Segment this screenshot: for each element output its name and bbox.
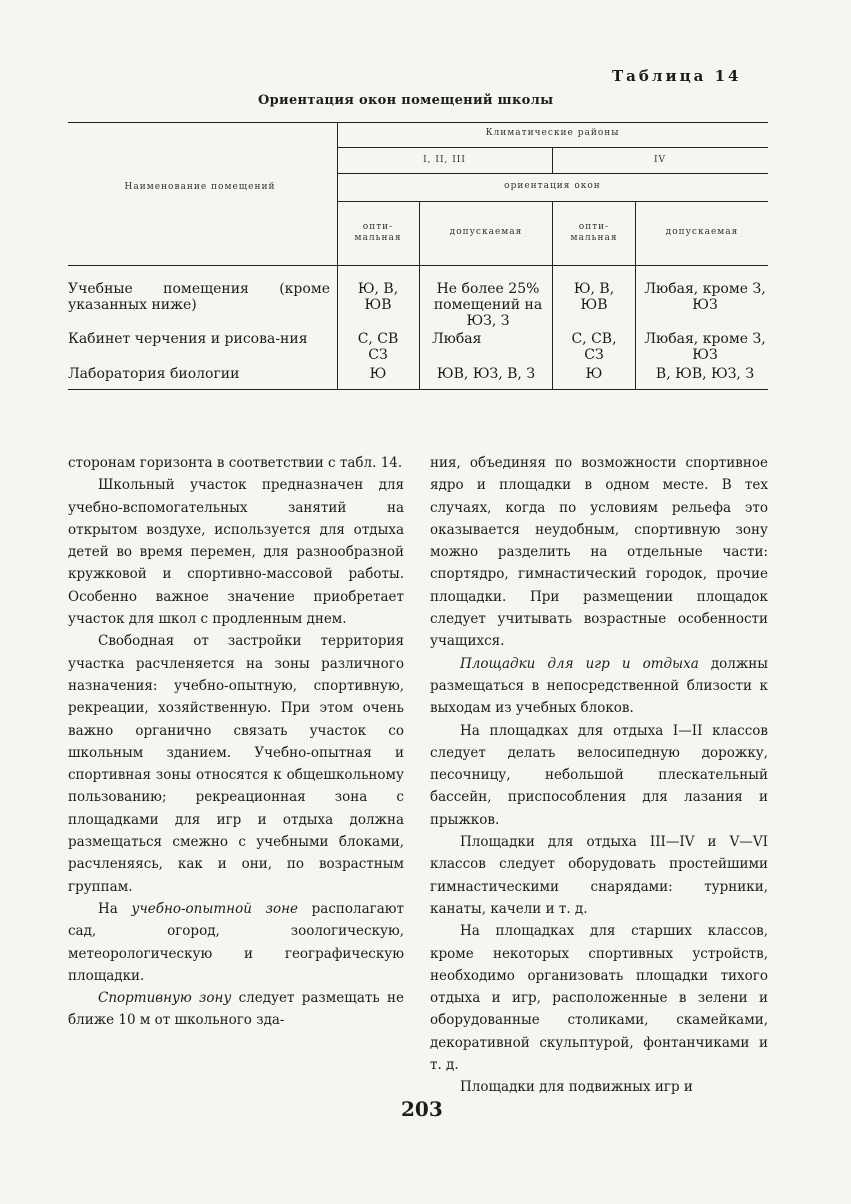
right-paragraph-5: На площадках для старших классов, кроме некоторых спортивных устройств, необходимо организовать площадки тихого отдыха и игр, расположенные в зелени и оборудованные столиками, скамейками, декоративной скульптурой, фонтанчиками и т. д. [430,923,768,1074]
header-permissible-1: допускаемая [449,227,523,237]
header-climatic-regions: Климатические районы [485,128,620,138]
right-paragraph-6: Площадки для подвижных игр и [460,1079,693,1096]
body-right-column [430,452,768,1099]
left-paragraph-4: На учебно-опытной зоне располагают сад, огород, зоологическую, метеорологическую и географическую площадки. [68,900,404,984]
page-number: 203 [401,1097,443,1121]
header-room-name: Наименование помещений [124,182,276,192]
right-paragraph-3: На площадках для отдыха I—II классов следует делать велосипедную дорожку, песочницу, небольшой плескательный бассейн, приспособления для лазания и прыжков. [430,722,768,828]
right-paragraph-2: Площадки для игр и отдыха должны размещаться в непосредственной близости к выходам из учебных блоков. [430,655,768,717]
row-2-r1-optimal: С, СВ СЗ [357,331,399,363]
header-optimal-1: опти-мальная [354,222,402,243]
row-2-r2-optimal: С, СВ, СЗ [571,331,617,363]
row-1-r2-optimal: Ю, В, ЮВ [573,281,615,313]
italic-term: Спортивную зону [98,990,232,1007]
left-paragraph-2: Школьный участок предназначен для учебно-вспомогательных занятий на открытом воздухе, используется для отдыха детей во время перемен, для разнообразной кружковой и спортивно-массовой работы. Особенно важное значение приобретает участок для школ с продленным днем. [68,477,404,628]
row-3-r1-optimal: Ю [369,366,387,382]
row-3-r2-permissible: В, ЮВ, ЮЗ, З [655,366,755,382]
italic-term: Площадки для игр и отдыха [460,655,699,672]
left-paragraph-5: Спортивную зону следует размещать не ближе 10 м от школьного зда- [68,990,404,1029]
row-3-name: Лаборатория биологии [68,366,240,382]
header-window-orientation: ориентация окон [504,181,601,191]
table-title: Ориентация окон помещений школы [258,93,554,108]
left-paragraph-3: Свободная от застройки территория участка расчленяется на зоны различного назначения: учебно-опытную, спортивную, рекреации, хозяйственную. При этом очень важно органично связать участок со школьным зданием. Учебно-опытная и спортивная зоны относятся к общешкольному пользованию; рекреационная зона с площадками для игр и отдыха должна размещаться смежно с учебными блоками, расчленяясь, как и они, по возрастным группам. [68,633,404,895]
header-optimal-2: опти-мальная [570,222,618,243]
row-2-name: Кабинет черчения и рисова-ния [68,331,308,347]
left-paragraph-1: сторонам горизонта в соответствии с табл. 14. [68,455,403,471]
header-region-1: I, II, III [423,155,466,165]
row-3-r1-permissible: ЮВ, ЮЗ, В, З [436,366,536,382]
header-permissible-2: допускаемая [665,227,739,237]
row-2-r1-permissible: Любая [432,331,482,347]
table-number-label: Таблица 14 [612,67,742,85]
row-1-r2-permissible: Любая, кроме З, ЮЗ [644,281,766,313]
row-1-name: Учебные помещения (кроме указанных ниже) [68,281,330,313]
row-1-r1-permissible: Не более 25% помещений на ЮЗ, З [433,281,543,329]
right-paragraph-4: Площадки для отдыха III—IV и V—VI классов следует оборудовать простейшими гимнастическими снарядами: турники, канаты, качели и т. д. [430,834,768,917]
row-3-r2-optimal: Ю [585,366,603,382]
row-2-r2-permissible: Любая, кроме З, ЮЗ [644,331,766,363]
right-paragraph-1: ния, объединяя по возможности спортивное ядро и площадки в одном месте. В тех случаях, когда по условиям рельефа это оказывается неудобным, спортивную зону можно разделить на отдельные части: спортядро, гимнастический городок, прочие площадки. При размещении площадок следует учитывать возрастные особенности учащихся. [430,455,768,650]
body-left-column [68,452,404,1032]
italic-term: учебно-опытной зоне [131,900,298,917]
row-1-r1-optimal: Ю, В, ЮВ [357,281,399,313]
header-region-2: IV [653,155,667,165]
